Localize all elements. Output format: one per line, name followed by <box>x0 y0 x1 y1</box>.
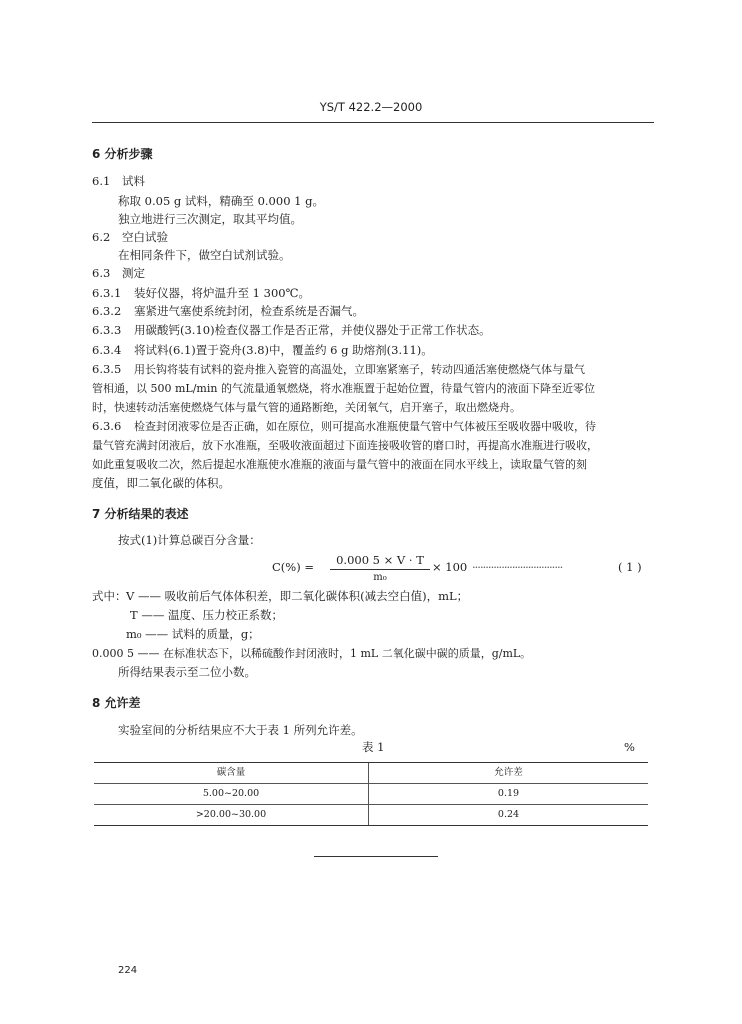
page-number: 224 <box>118 965 138 976</box>
end-of-document-rule <box>314 856 438 857</box>
clause-6-3-5-line-3: 时，快速转动活塞使燃烧气体与量气管的通路断绝，关闭氧气，启开塞子，取出燃烧舟。 <box>92 401 521 414</box>
clause-6-2-title: 空白试验 <box>122 230 168 244</box>
clause-6-3-title: 测定 <box>122 266 145 280</box>
header-divider <box>92 122 654 123</box>
tolerance-table <box>94 762 648 826</box>
table-row <box>94 784 648 805</box>
table-header-cell: 碳含量 <box>94 763 369 784</box>
clause-6-3-6-line-1: 检查封闭液零位是否正确，如在原位，则可提高水准瓶使量气管中气体被压至吸收器中吸收，待 <box>134 420 596 433</box>
clause-6-1-line-1: 称取 0.05 g 试料，精确至 0.000 1 g。 <box>118 194 324 208</box>
clause-6-3-4-number: 6.3.4 <box>92 343 122 357</box>
formula-fraction <box>330 555 430 583</box>
variable-v-definition: V —— 吸收前后气体体积差，即二氧化碳体积(减去空白值)，mL； <box>126 589 469 603</box>
clause-6-3-6-line-4: 度值，即二氧化碳的体积。 <box>92 476 230 490</box>
formula-leader: ·································· <box>472 560 563 574</box>
clause-6-3-3-number: 6.3.3 <box>92 323 122 337</box>
clause-6-3-1-number: 6.3.1 <box>92 286 122 300</box>
where-prefix: 式中： <box>92 589 127 603</box>
clause-6-1-line-2: 独立地进行三次测定，取其平均值。 <box>118 212 302 226</box>
formula-equation-number: ( 1 ) <box>618 560 642 574</box>
clause-6-3-5-line-2: 管相通，以 500 mL/min 的气流量通氧燃烧，将水准瓶置于起始位置，待量气管内的液面下降至近零位 <box>92 382 595 395</box>
clause-6-3-4-text: 将试料(6.1)置于瓷舟(3.8)中，覆盖约 6 g 助熔剂(3.11)。 <box>134 343 433 357</box>
table-cell: 0.24 <box>369 805 649 826</box>
table-cell: 5.00~20.00 <box>94 784 369 805</box>
clause-6-3-6-line-2: 量气管充满封闭液后，放下水准瓶，至吸收液面超过下面连接吸收管的磨口时，再提高水准瓶进行吸收， <box>92 439 598 452</box>
variable-m-definition: m₀ —— 试料的质量，g； <box>126 627 260 641</box>
table-header-row <box>94 763 648 784</box>
clause-6-2-number: 6.2 <box>92 230 111 244</box>
table-row <box>94 805 648 826</box>
constant-definition: 0.000 5 —— 在标准状态下，以稀硫酸作封闭液时，1 mL 二氧化碳中碳的质量，g/mL。 <box>92 647 532 660</box>
clause-6-3-6-number: 6.3.6 <box>92 419 122 433</box>
clause-6-3-2-number: 6.3.2 <box>92 304 122 318</box>
formula-rhs: × 100 <box>432 560 468 574</box>
table-cell: >20.00~30.00 <box>94 805 369 826</box>
table-unit: % <box>624 740 635 754</box>
section-6-title: 6 分析步骤 <box>92 147 153 161</box>
section-7-title: 7 分析结果的表述 <box>92 507 189 521</box>
clause-6-3-number: 6.3 <box>92 266 111 280</box>
formula-denominator: m₀ <box>373 571 387 583</box>
clause-6-3-3-text: 用碳酸钙(3.10)检查仪器工作是否正常，并使仪器处于正常工作状态。 <box>134 323 491 337</box>
variable-t-definition: T —— 温度、压力校正系数； <box>130 608 283 622</box>
tolerance-intro: 实验室间的分析结果应不大于表 1 所列允许差。 <box>118 723 363 737</box>
clause-6-2-line-1: 在相同条件下，做空白试剂试验。 <box>118 248 291 262</box>
table-header-cell: 允许差 <box>369 763 649 784</box>
clause-6-3-1-text: 装好仪器，将炉温升至 1 300℃。 <box>134 286 310 300</box>
clause-6-3-2-text: 塞紧进气塞使系统封闭，检查系统是否漏气。 <box>134 304 364 318</box>
clause-6-1-title: 试料 <box>122 174 145 188</box>
clause-6-3-5-number: 6.3.5 <box>92 362 122 376</box>
formula-numerator: 0.000 5 × V · T <box>330 555 430 570</box>
result-precision-note: 所得结果表示至二位小数。 <box>118 665 256 679</box>
table-caption: 表 1 <box>362 740 385 754</box>
formula-intro: 按式(1)计算总碳百分含量： <box>118 533 261 547</box>
section-8-title: 8 允许差 <box>92 696 141 710</box>
clause-6-3-6-line-3: 如此重复吸收二次，然后提起水准瓶使水准瓶的液面与量气管中的液面在同水平线上，读取量气管的刻 <box>92 458 587 471</box>
formula-lhs: C(%) = <box>272 560 314 574</box>
standard-number: YS/T 422.2—2000 <box>319 100 423 114</box>
clause-6-3-5-line-1: 用长钩将装有试料的瓷舟推入瓷管的高温处，立即塞紧塞子，转动四通活塞使燃烧气体与量气 <box>134 363 585 376</box>
table-cell: 0.19 <box>369 784 649 805</box>
clause-6-1-number: 6.1 <box>92 174 111 188</box>
